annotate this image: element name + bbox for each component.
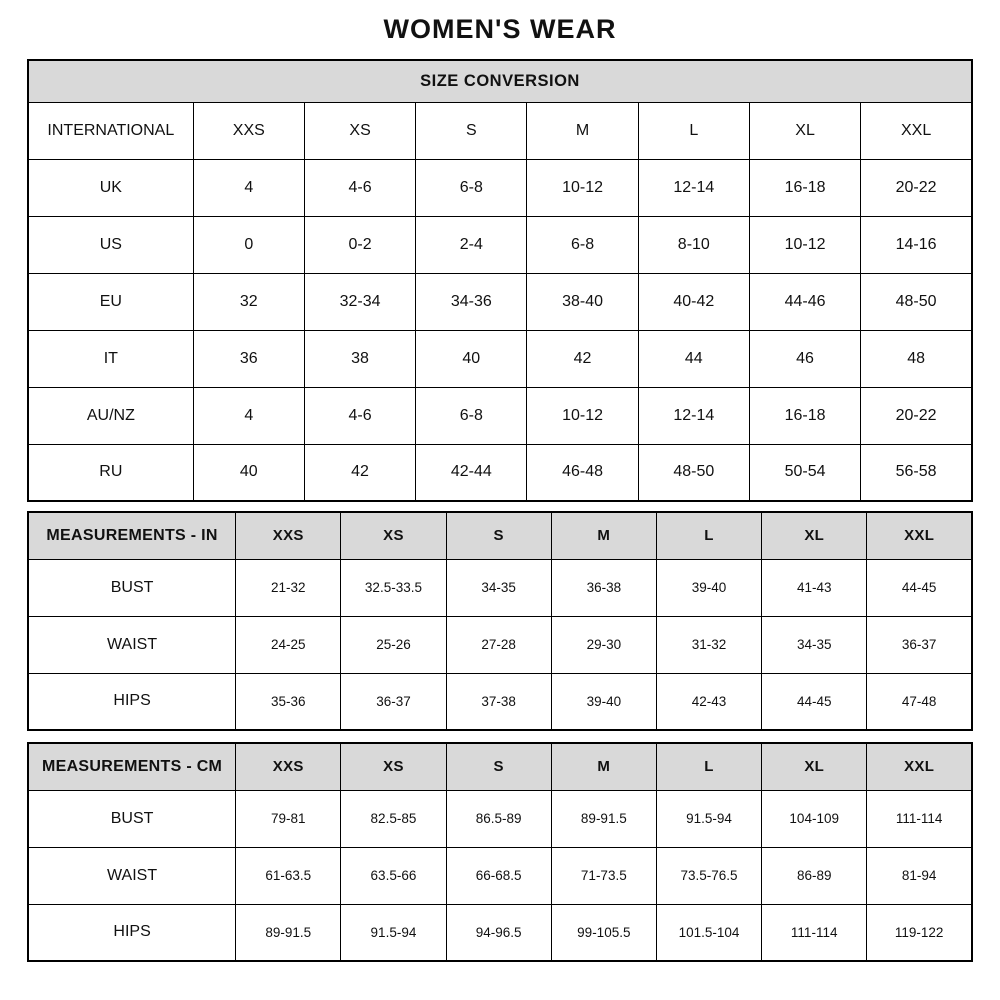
cell: 32-34 — [304, 273, 415, 330]
measurements-cm-body — [28, 790, 972, 961]
row-label: EU — [28, 273, 193, 330]
row-label: HIPS — [28, 673, 236, 730]
row-label: BUST — [28, 559, 236, 616]
cell: 42 — [304, 444, 415, 501]
cell: 119-122 — [867, 904, 972, 961]
cell: 99-105.5 — [551, 904, 656, 961]
cell: 0 — [193, 216, 304, 273]
cell: 4 — [193, 159, 304, 216]
column-header: M — [551, 743, 656, 790]
cell: 48-50 — [861, 273, 972, 330]
cell: 20-22 — [861, 159, 972, 216]
cell: 111-114 — [762, 904, 867, 961]
cell: 6-8 — [416, 387, 527, 444]
column-header: XXL — [867, 743, 972, 790]
cell: 2-4 — [416, 216, 527, 273]
column-header: XL — [762, 512, 867, 559]
column-header-row — [28, 512, 972, 559]
cell: 34-36 — [416, 273, 527, 330]
column-header: M — [527, 102, 638, 159]
table-row — [28, 330, 972, 387]
cell: 44-45 — [867, 559, 972, 616]
cell: 40 — [193, 444, 304, 501]
cell: 79-81 — [236, 790, 341, 847]
cell: 32 — [193, 273, 304, 330]
column-header: M — [551, 512, 656, 559]
corner-header: MEASUREMENTS - IN — [28, 512, 236, 559]
row-label: WAIST — [28, 616, 236, 673]
cell: 47-48 — [867, 673, 972, 730]
cell: 86.5-89 — [446, 790, 551, 847]
cell: 34-35 — [446, 559, 551, 616]
cell: 24-25 — [236, 616, 341, 673]
cell: 44 — [638, 330, 749, 387]
column-header: XS — [304, 102, 415, 159]
cell: 40-42 — [638, 273, 749, 330]
table-row — [28, 559, 972, 616]
cell: 50-54 — [749, 444, 860, 501]
cell: 86-89 — [762, 847, 867, 904]
cell: 29-30 — [551, 616, 656, 673]
cell: 25-26 — [341, 616, 446, 673]
row-label: IT — [28, 330, 193, 387]
cell: 14-16 — [861, 216, 972, 273]
column-header: L — [656, 743, 761, 790]
cell: 46-48 — [527, 444, 638, 501]
cell: 91.5-94 — [656, 790, 761, 847]
cell: 71-73.5 — [551, 847, 656, 904]
cell: 66-68.5 — [446, 847, 551, 904]
cell: 27-28 — [446, 616, 551, 673]
table-row — [28, 673, 972, 730]
column-header: XL — [762, 743, 867, 790]
column-header: XL — [749, 102, 860, 159]
table-row — [28, 790, 972, 847]
cell: 42-43 — [656, 673, 761, 730]
row-label: HIPS — [28, 904, 236, 961]
cell: 6-8 — [527, 216, 638, 273]
cell: 38-40 — [527, 273, 638, 330]
cell: 61-63.5 — [236, 847, 341, 904]
cell: 20-22 — [861, 387, 972, 444]
column-header-row — [28, 102, 972, 159]
size-conversion-banner: SIZE CONVERSION — [28, 60, 972, 102]
column-header-row — [28, 743, 972, 790]
cell: 101.5-104 — [656, 904, 761, 961]
row-label: US — [28, 216, 193, 273]
column-header: XXS — [236, 743, 341, 790]
table-row — [28, 387, 972, 444]
cell: 10-12 — [527, 387, 638, 444]
cell: 32.5-33.5 — [341, 559, 446, 616]
cell: 16-18 — [749, 159, 860, 216]
cell: 82.5-85 — [341, 790, 446, 847]
cell: 94-96.5 — [446, 904, 551, 961]
cell: 48 — [861, 330, 972, 387]
cell: 37-38 — [446, 673, 551, 730]
row-label: AU/NZ — [28, 387, 193, 444]
table-row — [28, 159, 972, 216]
cell: 63.5-66 — [341, 847, 446, 904]
cell: 40 — [416, 330, 527, 387]
cell: 56-58 — [861, 444, 972, 501]
table-row — [28, 616, 972, 673]
cell: 12-14 — [638, 159, 749, 216]
cell: 41-43 — [762, 559, 867, 616]
cell: 73.5-76.5 — [656, 847, 761, 904]
column-header: S — [416, 102, 527, 159]
cell: 89-91.5 — [551, 790, 656, 847]
cell: 21-32 — [236, 559, 341, 616]
measurements-in-table — [27, 511, 973, 731]
table-row — [28, 904, 972, 961]
cell: 111-114 — [867, 790, 972, 847]
column-header: XXS — [236, 512, 341, 559]
cell: 31-32 — [656, 616, 761, 673]
cell: 42 — [527, 330, 638, 387]
cell: 8-10 — [638, 216, 749, 273]
measurements-cm-table — [27, 742, 973, 962]
table-row — [28, 444, 972, 501]
cell: 46 — [749, 330, 860, 387]
cell: 4 — [193, 387, 304, 444]
column-header: XS — [341, 743, 446, 790]
cell: 0-2 — [304, 216, 415, 273]
cell: 36-37 — [867, 616, 972, 673]
cell: 34-35 — [762, 616, 867, 673]
cell: 16-18 — [749, 387, 860, 444]
cell: 81-94 — [867, 847, 972, 904]
size-conversion-body — [28, 159, 972, 501]
cell: 10-12 — [749, 216, 860, 273]
column-header: L — [656, 512, 761, 559]
cell: 42-44 — [416, 444, 527, 501]
cell: 36 — [193, 330, 304, 387]
column-header: XXL — [867, 512, 972, 559]
column-header: S — [446, 743, 551, 790]
cell: 39-40 — [656, 559, 761, 616]
column-header: XS — [341, 512, 446, 559]
cell: 104-109 — [762, 790, 867, 847]
row-label: UK — [28, 159, 193, 216]
column-header: S — [446, 512, 551, 559]
cell: 44-45 — [762, 673, 867, 730]
table-row — [28, 216, 972, 273]
page-title: WOMEN'S WEAR — [383, 14, 617, 44]
cell: 38 — [304, 330, 415, 387]
cell: 91.5-94 — [341, 904, 446, 961]
cell: 35-36 — [236, 673, 341, 730]
table-row — [28, 847, 972, 904]
cell: 39-40 — [551, 673, 656, 730]
cell: 36-38 — [551, 559, 656, 616]
cell: 44-46 — [749, 273, 860, 330]
cell: 4-6 — [304, 159, 415, 216]
row-label: RU — [28, 444, 193, 501]
cell: 10-12 — [527, 159, 638, 216]
column-header: XXS — [193, 102, 304, 159]
measurements-in-body — [28, 559, 972, 730]
corner-header: INTERNATIONAL — [28, 102, 193, 159]
table-row — [28, 273, 972, 330]
cell: 36-37 — [341, 673, 446, 730]
cell: 12-14 — [638, 387, 749, 444]
row-label: BUST — [28, 790, 236, 847]
row-label: WAIST — [28, 847, 236, 904]
cell: 6-8 — [416, 159, 527, 216]
banner-row — [28, 60, 972, 102]
column-header: XXL — [861, 102, 972, 159]
corner-header: MEASUREMENTS - CM — [28, 743, 236, 790]
cell: 4-6 — [304, 387, 415, 444]
column-header: L — [638, 102, 749, 159]
size-conversion-table — [27, 59, 973, 502]
cell: 89-91.5 — [236, 904, 341, 961]
cell: 48-50 — [638, 444, 749, 501]
